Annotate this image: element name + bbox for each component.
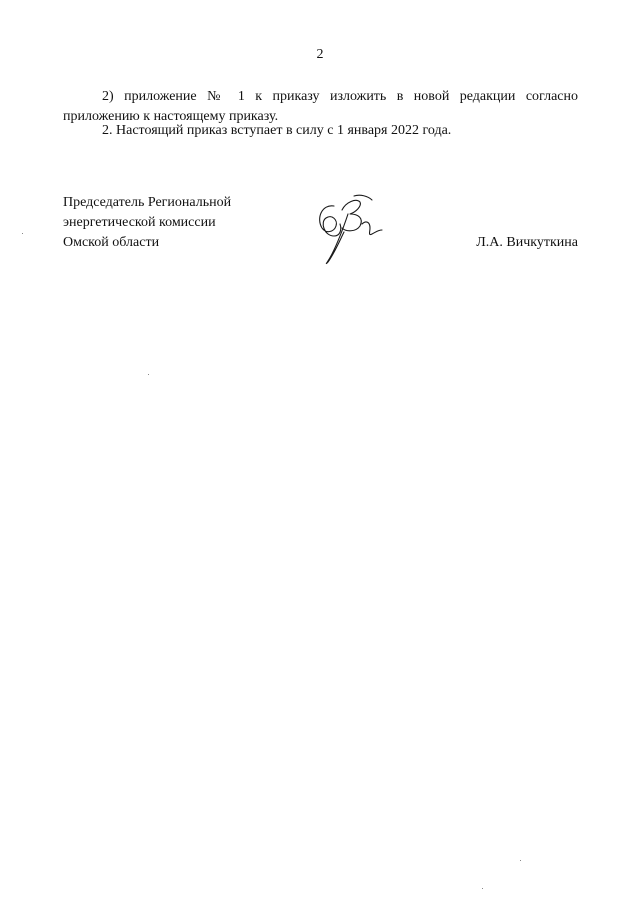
body-paragraph-2: 2. Настоящий приказ вступает в силу с 1 января 2022 года. [102, 123, 452, 138]
scan-speck [148, 374, 149, 375]
handwritten-signature [312, 192, 392, 268]
signer-name: Л.А. Вичкуткина [476, 235, 578, 250]
scan-speck [520, 860, 521, 861]
scan-speck [482, 888, 483, 889]
scan-speck [22, 233, 23, 234]
signer-title-line-3: Омской области [63, 235, 160, 250]
body-paragraph-1: 2) приложение № 1 к приказу изложить в новой редакции согласно приложению к настоящему приказу. [63, 89, 578, 124]
signer-title-line-2: энергетической комиссии [63, 215, 216, 230]
page-number: 2 [316, 47, 324, 62]
signer-title-line-1: Председатель Региональной [63, 195, 232, 210]
signer-title [63, 193, 231, 253]
